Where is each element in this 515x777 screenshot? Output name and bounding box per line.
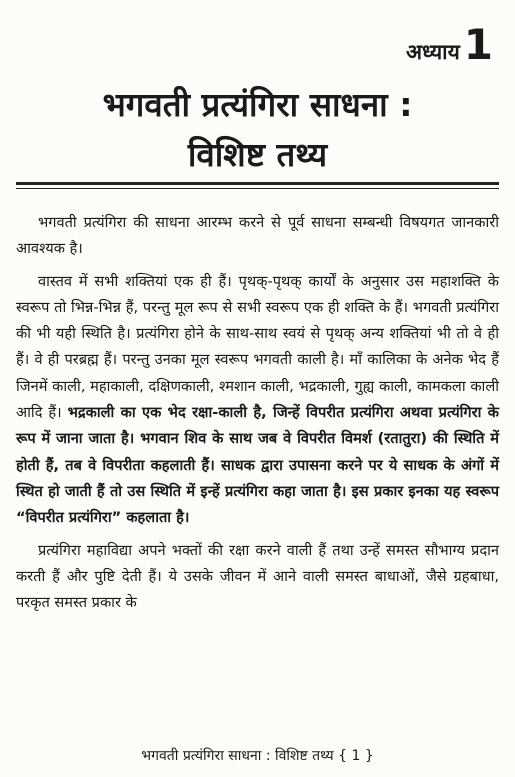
page-title <box>20 80 495 180</box>
paragraph-2-plain: वास्तव में सभी शक्तियां एक ही हैं। पृथक्-पृथक् कार्यों के अनुसार उस महाशक्ति के स्वरूप तो भिन्न-भिन्न हैं, परन्तु मूल रूप से सभी स्वरूप एक ही शक्ति के हैं। भगवती प्रत्यंगिरा की भी यही स्थिति है। प्रत्यंगिरा होने के साथ-साथ स्वयं से पृथक् अन्य शक्तियां भी तो वे ही हैं। वे ही परब्रह्म हैं। परन्तु उनका मूल स्वरूप भगवती काली है। माँ कालिका के अनेक भेद हैं जिनमें काली, महाकाली, दक्षिणकाली, श्मशान काली, भद्रकाली, गुह्य काली, कामकला काली आदि हैं। <box>16 272 499 422</box>
paragraph-2-bold: भद्रकाली का एक भेद रक्षा-काली है, जिन्हें विपरीत प्रत्यंगिरा अथवा प्रत्यंगिरा के रूप में जाना जाता है। भगवान शिव के साथ जब वे विपरीत विमर्श (रतातुरा) की स्थिति में होती हैं, तब वे विपरीता कहलाती हैं। साधक द्वारा उपासना करने पर ये साधक के अंगों में स्थित हो जाती हैं तो उस स्थिति में इन्हें प्रत्यंगिरा कहा जाता है। इस प्रकार इनका यह स्वरूप “विपरीत प्रत्यंगिरा” कहलाता है। <box>16 404 499 527</box>
body-text <box>16 210 499 622</box>
title-divider <box>16 182 499 189</box>
chapter-heading <box>406 20 493 69</box>
title-line-1: भगवती प्रत्यंगिरा साधना : <box>102 85 413 124</box>
paragraph-3: प्रत्यंगिरा महाविद्या अपने भक्तों की रक्षा करने वाली हैं तथा उन्हें समस्त सौभाग्य प्रदान करती हैं और पुष्टि देती हैं। ये उसके जीवन में आने वाली समस्त बाधाओं, जैसे ग्रहबाधा, परकृत समस्त प्रकार के <box>16 541 499 612</box>
chapter-label: अध्याय <box>406 40 460 64</box>
paragraph-1: भगवती प्रत्यंगिरा की साधना आरम्भ करने से पूर्व साधना सम्बन्धी विषयगत जानकारी आवश्यक है। <box>16 214 499 258</box>
title-line-2: विशिष्ट तथ्य <box>187 135 328 174</box>
paragraph-2 <box>16 269 499 532</box>
chapter-number: 1 <box>463 20 493 69</box>
page-footer: भगवती प्रत्यंगिरा साधना : विशिष्ट तथ्य { 1 } <box>141 748 374 764</box>
